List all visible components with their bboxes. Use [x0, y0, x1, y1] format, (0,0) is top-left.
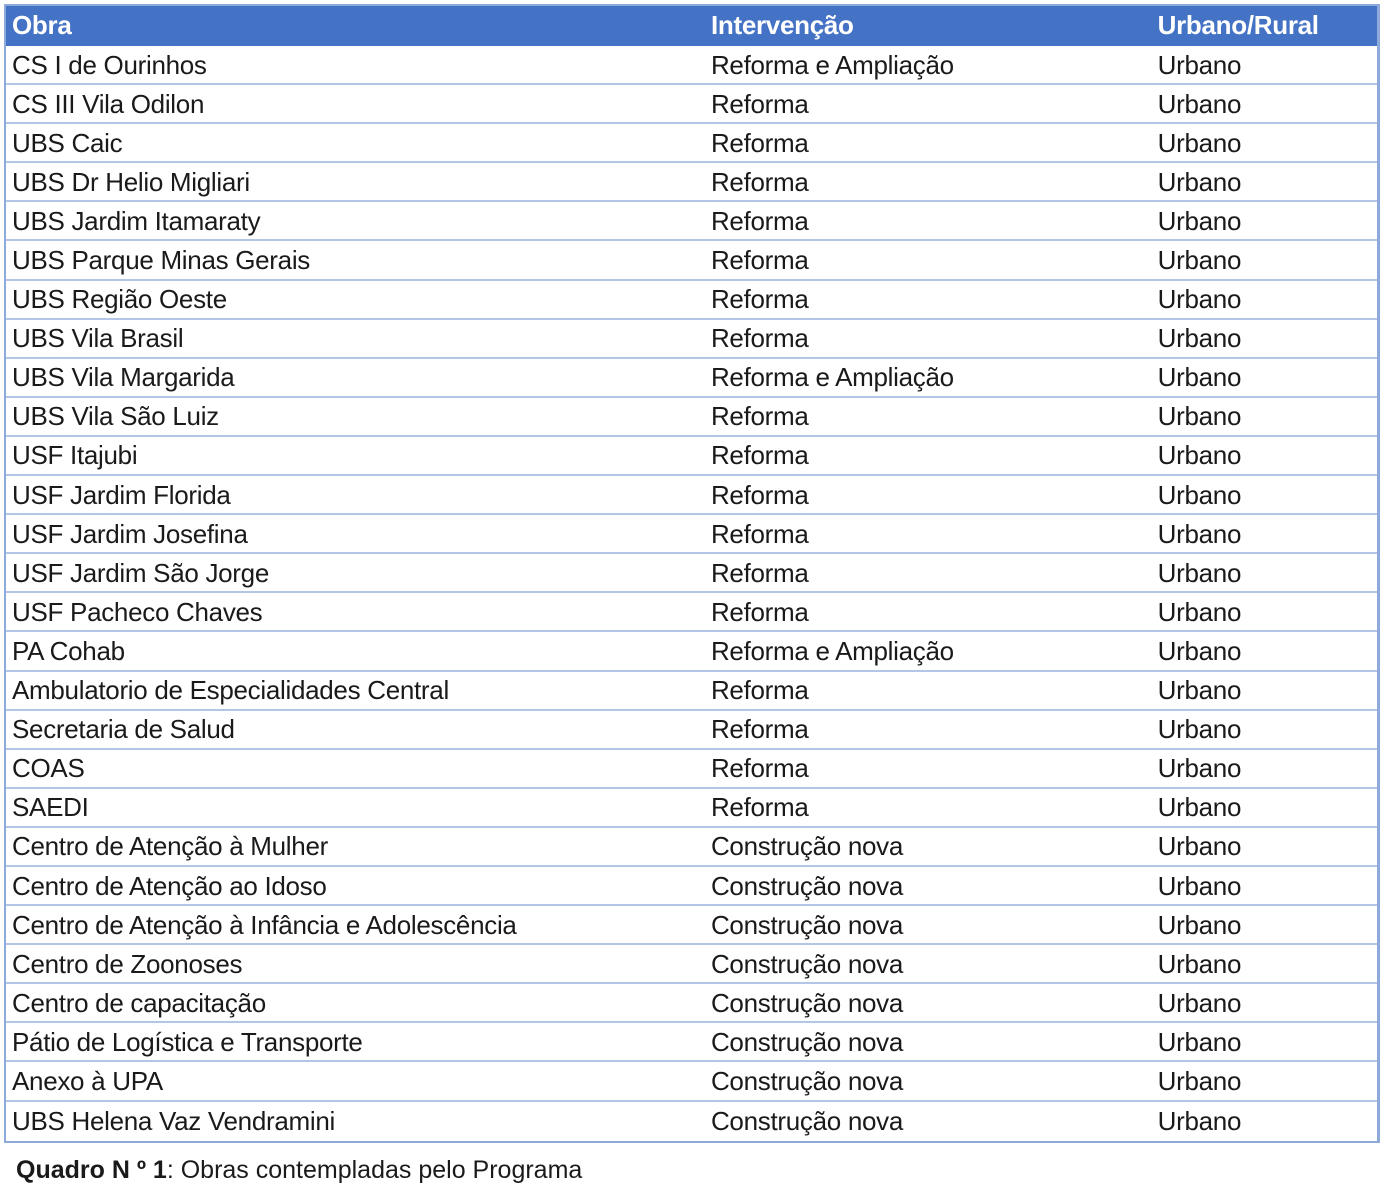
cell-urbano-rural: Urbano: [1157, 557, 1242, 588]
cell-intervencao: Reforma: [710, 440, 809, 471]
cell-urbano-rural: Urbano: [1157, 792, 1242, 823]
cell-urbano-rural: Urbano: [1157, 753, 1242, 784]
cell-urbano-rural: Urbano: [1157, 1026, 1242, 1057]
cell-urbano-rural: Urbano: [1157, 479, 1242, 510]
table-body: [6, 46, 1377, 1141]
table-row: [6, 632, 1377, 671]
cell-intervencao: Reforma: [710, 753, 809, 784]
cell-intervencao: Reforma: [710, 518, 809, 549]
cell-urbano-rural: Urbano: [1157, 245, 1242, 276]
cell-obra: USF Jardim Florida: [12, 479, 231, 510]
cell-urbano-rural: Urbano: [1157, 440, 1242, 471]
table-row: [6, 202, 1377, 241]
cell-obra: USF Jardim São Jorge: [12, 557, 269, 588]
cell-obra: UBS Vila Margarida: [12, 362, 235, 393]
cell-obra: UBS Vila São Luiz: [12, 401, 219, 432]
column-header-obra: Obra: [12, 10, 72, 40]
cell-obra: USF Itajubi: [12, 440, 138, 471]
caption-label: Quadro N º 1: [16, 1156, 167, 1184]
table-row: [6, 241, 1377, 280]
table-row: [6, 398, 1377, 437]
cell-urbano-rural: Urbano: [1157, 127, 1242, 158]
table-row: [6, 711, 1377, 750]
cell-obra: UBS Jardim Itamaraty: [12, 205, 261, 236]
table-row: [6, 945, 1377, 984]
cell-obra: PA Cohab: [12, 635, 125, 666]
cell-obra: CS III Vila Odilon: [12, 88, 205, 119]
cell-urbano-rural: Urbano: [1157, 870, 1242, 901]
table-row: [6, 163, 1377, 202]
cell-obra: Ambulatorio de Especialidades Central: [12, 675, 449, 706]
cell-intervencao: Construção nova: [710, 870, 904, 901]
table-row: [6, 828, 1377, 867]
cell-obra: Anexo à UPA: [12, 1065, 163, 1096]
cell-urbano-rural: Urbano: [1157, 1065, 1242, 1096]
cell-intervencao: Reforma: [710, 792, 809, 823]
cell-intervencao: Reforma: [710, 557, 809, 588]
cell-intervencao: Construção nova: [710, 1026, 904, 1057]
table-row: [6, 281, 1377, 320]
cell-urbano-rural: Urbano: [1157, 88, 1242, 119]
table-row: [6, 1102, 1377, 1141]
works-table: [4, 4, 1380, 1143]
cell-obra: COAS: [12, 753, 85, 784]
cell-obra: UBS Caic: [12, 127, 123, 158]
cell-intervencao: Construção nova: [710, 948, 904, 979]
column-header-urbano-rural: Urbano/Rural: [1157, 10, 1319, 40]
cell-urbano-rural: Urbano: [1157, 323, 1242, 354]
table-row: [6, 1023, 1377, 1062]
cell-obra: CS I de Ourinhos: [12, 49, 207, 80]
cell-intervencao: Construção nova: [710, 1106, 904, 1137]
cell-urbano-rural: Urbano: [1157, 518, 1242, 549]
table-row: [6, 359, 1377, 398]
cell-intervencao: Reforma: [710, 245, 809, 276]
cell-intervencao: Reforma: [710, 675, 809, 706]
cell-urbano-rural: Urbano: [1157, 675, 1242, 706]
table-row: [6, 85, 1377, 124]
cell-intervencao: Reforma: [710, 401, 809, 432]
table-row: [6, 476, 1377, 515]
cell-intervencao: Reforma: [710, 284, 809, 315]
cell-intervencao: Reforma: [710, 714, 809, 745]
table-row: [6, 672, 1377, 711]
table-row: [6, 554, 1377, 593]
cell-urbano-rural: Urbano: [1157, 909, 1242, 940]
cell-urbano-rural: Urbano: [1157, 596, 1242, 627]
cell-obra: UBS Helena Vaz Vendramini: [12, 1106, 335, 1137]
cell-obra: Pátio de Logística e Transporte: [12, 1026, 363, 1057]
cell-intervencao: Reforma e Ampliação: [710, 49, 954, 80]
cell-urbano-rural: Urbano: [1157, 948, 1242, 979]
table-row: [6, 1062, 1377, 1101]
column-header-intervencao: Intervenção: [710, 10, 854, 40]
table-row: [6, 320, 1377, 359]
caption-text: : Obras contempladas pelo Programa: [166, 1156, 583, 1184]
cell-intervencao: Construção nova: [710, 831, 904, 862]
cell-obra: UBS Vila Brasil: [12, 323, 184, 354]
cell-urbano-rural: Urbano: [1157, 831, 1242, 862]
cell-obra: UBS Parque Minas Gerais: [12, 245, 311, 276]
cell-urbano-rural: Urbano: [1157, 284, 1242, 315]
cell-urbano-rural: Urbano: [1157, 205, 1242, 236]
table-caption: [16, 1156, 582, 1185]
cell-urbano-rural: Urbano: [1157, 49, 1242, 80]
cell-intervencao: Reforma: [710, 596, 809, 627]
cell-intervencao: Reforma: [710, 323, 809, 354]
cell-intervencao: Construção nova: [710, 987, 904, 1018]
cell-obra: UBS Dr Helio Migliari: [12, 166, 250, 197]
cell-obra: Centro de Zoonoses: [12, 948, 243, 979]
cell-obra: Centro de Atenção à Infância e Adolescência: [12, 909, 517, 940]
cell-intervencao: Reforma: [710, 88, 809, 119]
cell-intervencao: Construção nova: [710, 1065, 904, 1096]
cell-intervencao: Reforma e Ampliação: [710, 362, 954, 393]
table-header-row: [6, 6, 1377, 46]
table-row: [6, 593, 1377, 632]
cell-intervencao: Construção nova: [710, 909, 904, 940]
table-row: [6, 984, 1377, 1023]
cell-obra: SAEDI: [12, 792, 89, 823]
cell-intervencao: Reforma: [710, 479, 809, 510]
table-row: [6, 867, 1377, 906]
cell-obra: USF Pacheco Chaves: [12, 596, 263, 627]
cell-urbano-rural: Urbano: [1157, 987, 1242, 1018]
cell-obra: Secretaria de Salud: [12, 714, 235, 745]
cell-urbano-rural: Urbano: [1157, 714, 1242, 745]
cell-obra: USF Jardim Josefina: [12, 518, 248, 549]
cell-urbano-rural: Urbano: [1157, 1106, 1242, 1137]
cell-intervencao: Reforma: [710, 166, 809, 197]
table-row: [6, 789, 1377, 828]
table-row: [6, 46, 1377, 85]
cell-intervencao: Reforma: [710, 127, 809, 158]
cell-obra: Centro de capacitação: [12, 987, 266, 1018]
cell-intervencao: Reforma e Ampliação: [710, 635, 954, 666]
table-row: [6, 515, 1377, 554]
cell-intervencao: Reforma: [710, 205, 809, 236]
table-row: [6, 124, 1377, 163]
cell-urbano-rural: Urbano: [1157, 362, 1242, 393]
cell-urbano-rural: Urbano: [1157, 401, 1242, 432]
cell-urbano-rural: Urbano: [1157, 166, 1242, 197]
cell-obra: UBS Região Oeste: [12, 284, 227, 315]
cell-obra: Centro de Atenção à Mulher: [12, 831, 328, 862]
table-row: [6, 437, 1377, 476]
cell-urbano-rural: Urbano: [1157, 635, 1242, 666]
table-row: [6, 750, 1377, 789]
cell-obra: Centro de Atenção ao Idoso: [12, 870, 327, 901]
table-row: [6, 906, 1377, 945]
